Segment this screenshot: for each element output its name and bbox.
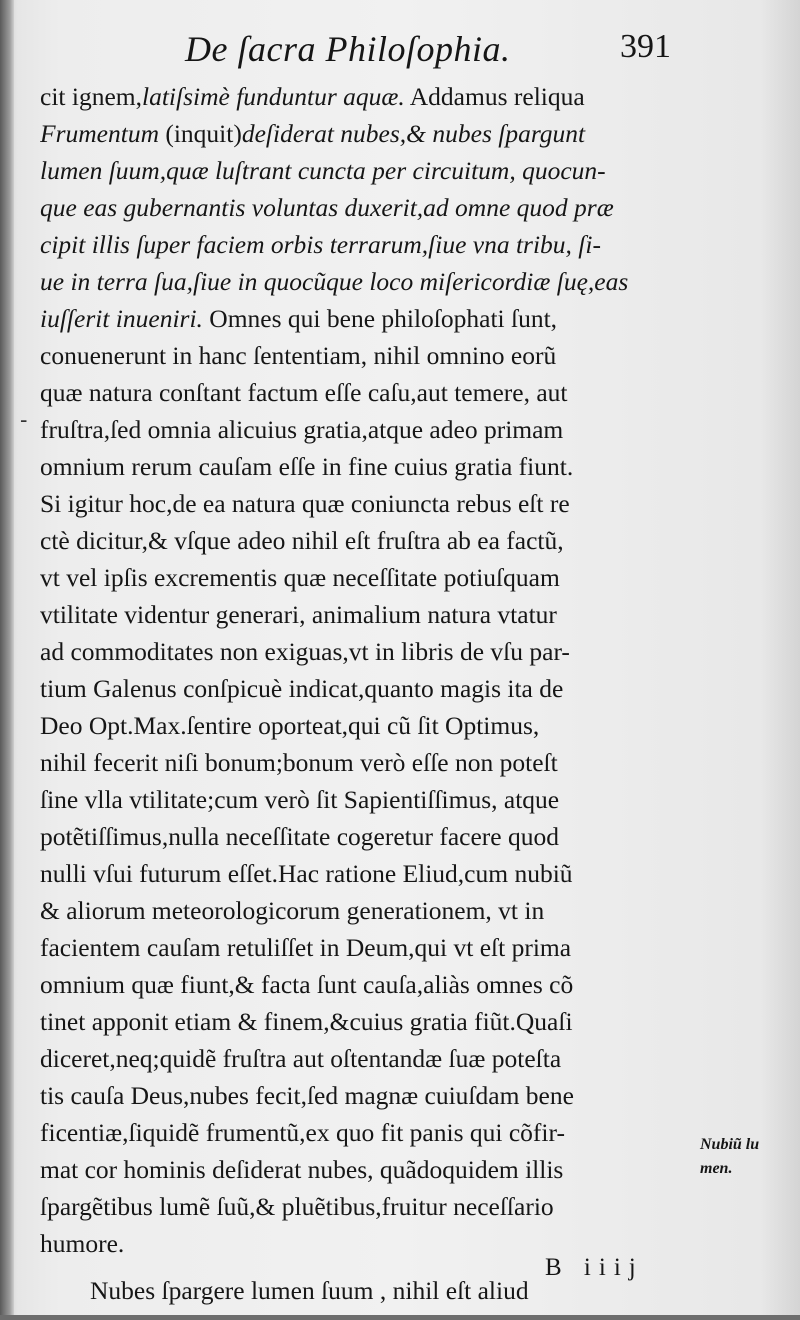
roman-text: Deo Opt.Max.ſentire oporteat,qui cũ ſit Optimus, bbox=[40, 711, 540, 740]
text-line bbox=[40, 263, 685, 300]
text-line bbox=[40, 1003, 685, 1040]
body-text bbox=[40, 78, 685, 1320]
text-line bbox=[40, 818, 685, 855]
page-number: 391 bbox=[620, 28, 671, 65]
roman-text: Addamus reliqua bbox=[404, 82, 585, 111]
italic-text: iuſſerit inueniri. bbox=[40, 304, 203, 333]
roman-text: cit ignem, bbox=[40, 82, 142, 111]
italic-text: cipit illis ſuper faciem orbis terrarum,ſiue vna tribu, ſi- bbox=[40, 230, 601, 259]
roman-text: ſpargẽtibus lumẽ ſuũ,& pluẽtibus,fruitur neceſſario bbox=[40, 1192, 554, 1221]
text-line bbox=[40, 189, 685, 226]
roman-text: vtilitate videntur generari, animalium natura vtatur bbox=[40, 600, 557, 629]
signature-mark: B iiij bbox=[545, 1254, 644, 1281]
roman-text: nihil fecerit niſi bonum;bonum verò eſſe non poteſt bbox=[40, 748, 558, 777]
roman-text: (inquit) bbox=[165, 119, 242, 148]
text-line bbox=[40, 633, 685, 670]
text-line bbox=[40, 781, 685, 818]
text-line bbox=[40, 855, 685, 892]
roman-text: Omnes qui bene philoſophati ſunt, bbox=[202, 304, 558, 333]
text-line bbox=[40, 1040, 685, 1077]
text-line bbox=[40, 226, 685, 263]
book-spine-shadow bbox=[0, 0, 14, 1315]
roman-text: humore. bbox=[40, 1229, 125, 1258]
italic-text: que eas gubernantis voluntas duxerit,ad omne quod præ bbox=[40, 193, 614, 222]
text-line bbox=[40, 670, 685, 707]
running-title: De ſacra Philoſophia. bbox=[185, 29, 511, 69]
text-line bbox=[40, 596, 685, 633]
text-line bbox=[40, 744, 685, 781]
roman-text: conuenerunt in hanc ſententiam, nihil omnino eorũ bbox=[40, 341, 557, 370]
text-line bbox=[40, 559, 685, 596]
roman-text: potẽtiſſimus,nulla neceſſitate cogeretur facere quod bbox=[40, 822, 559, 851]
roman-text: omnium quæ fiunt,& facta ſunt cauſa,aliàs omnes cõ bbox=[40, 970, 574, 999]
italic-text: lumen ſuum,quæ luſtrant cuncta per circuitum, quocun- bbox=[40, 156, 606, 185]
text-line bbox=[40, 485, 685, 522]
text-line bbox=[40, 300, 685, 337]
roman-text: tis cauſa Deus,nubes fecit,ſed magnæ cuiuſdam bene bbox=[40, 1081, 574, 1110]
text-line bbox=[40, 1188, 685, 1225]
roman-text: vt vel ipſis excrementis quæ neceſſitate potiuſquam bbox=[40, 563, 560, 592]
roman-text: fruſtra,ſed omnia alicuius gratia,atque adeo primam bbox=[40, 415, 564, 444]
text-line bbox=[40, 929, 685, 966]
page-header bbox=[185, 14, 675, 74]
roman-text: ficentiæ,ſiquidẽ frumentũ,ex quo fit panis qui cõfir- bbox=[40, 1118, 565, 1147]
roman-text: ad commoditates non exiguas,vt in libris de vſu par- bbox=[40, 637, 570, 666]
margin-mark: - bbox=[20, 408, 28, 433]
roman-text: nulli vſui futurum eſſet.Hac ratione Eliud,cum nubiũ bbox=[40, 859, 573, 888]
paragraph-start-line: Nubes ſpargere lumen ſuum , nihil eſt aliud bbox=[90, 1276, 529, 1305]
text-line bbox=[40, 1114, 685, 1151]
text-line bbox=[40, 522, 685, 559]
text-line bbox=[40, 115, 685, 152]
roman-text: ctè dicitur,& vſque adeo nihil eſt fruſtra ab ea factũ, bbox=[40, 526, 564, 555]
roman-text: quæ natura conſtant factum eſſe caſu,aut temere, aut bbox=[40, 378, 568, 407]
italic-text: latiſsimè funduntur aquæ. bbox=[141, 82, 405, 111]
italic-text: Frumentum bbox=[40, 119, 166, 148]
roman-text: omnium rerum cauſam eſſe in fine cuius gratia fiunt. bbox=[40, 452, 574, 481]
roman-text: diceret,neq;quidẽ fruſtra aut oſtentandæ ſuæ poteſta bbox=[40, 1044, 562, 1073]
margin-note-line: Nubiũ lu bbox=[700, 1136, 760, 1153]
italic-text: ue in terra ſua,ſiue in quocũque loco miſericordiæ ſuę,eas bbox=[40, 267, 629, 296]
italic-text: deſiderat nubes,& nubes ſpargunt bbox=[241, 119, 586, 148]
text-line bbox=[40, 1151, 685, 1188]
roman-text: Si igitur hoc,de ea natura quæ coniuncta rebus eſt re bbox=[40, 489, 570, 518]
roman-text: tium Galenus conſpicuè indicat,quanto magis ita de bbox=[40, 674, 564, 703]
margin-note bbox=[700, 1133, 798, 1181]
text-line bbox=[40, 374, 685, 411]
text-line bbox=[40, 1077, 685, 1114]
text-line bbox=[40, 152, 685, 189]
text-line bbox=[40, 448, 685, 485]
margin-note-line: men. bbox=[700, 1160, 733, 1177]
text-line bbox=[40, 707, 685, 744]
text-line bbox=[40, 78, 685, 115]
text-line bbox=[40, 337, 685, 374]
roman-text: & aliorum meteorologicorum generationem, vt in bbox=[40, 896, 545, 925]
roman-text: facientem cauſam retuliſſet in Deum,qui vt eſt prima bbox=[40, 933, 572, 962]
roman-text: mat cor hominis deſiderat nubes, quãdoquidem illis bbox=[40, 1155, 564, 1184]
text-line bbox=[40, 892, 685, 929]
text-line bbox=[40, 966, 685, 1003]
roman-text: ſine vlla vtilitate;cum verò ſit Sapientiſſimus, atque bbox=[40, 785, 560, 814]
text-line bbox=[40, 411, 685, 448]
roman-text: tinet apponit etiam & finem,&cuius gratia fiũt.Quaſi bbox=[40, 1007, 573, 1036]
